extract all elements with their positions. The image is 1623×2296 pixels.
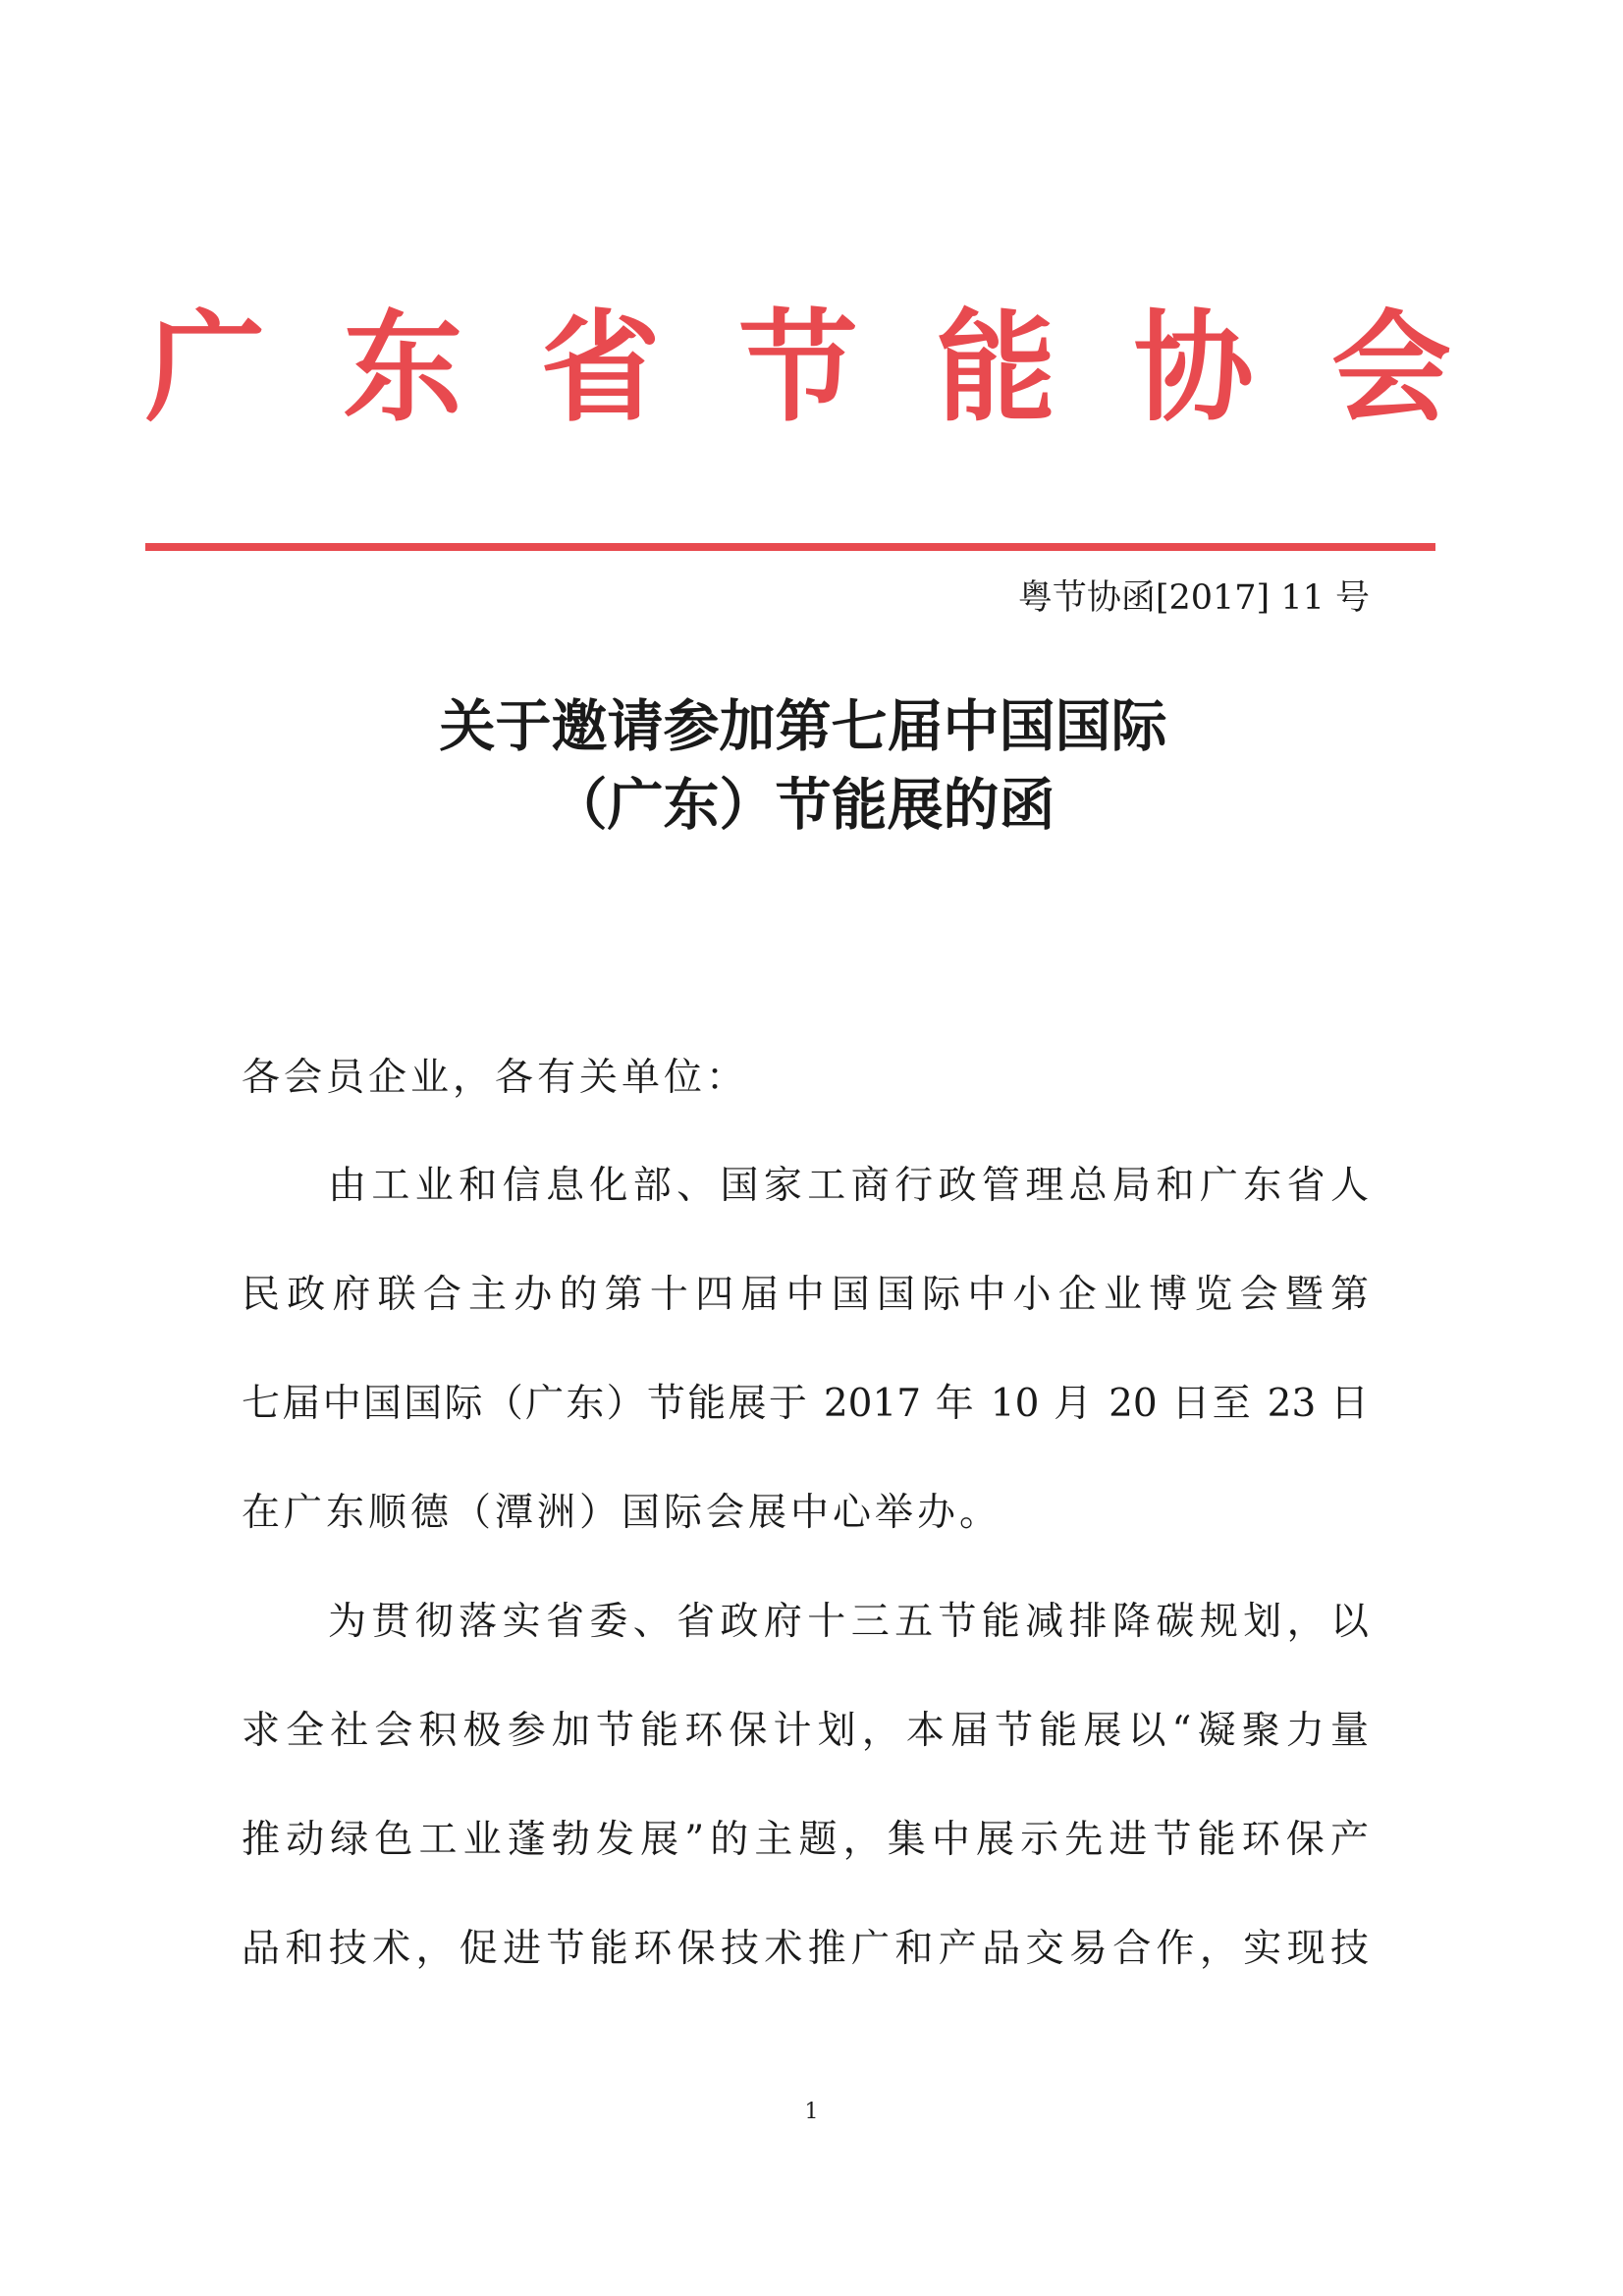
paragraph-line: 由工业和信息化部、国家工商行政管理总局和广东省人 bbox=[328, 1164, 1369, 1208]
letterhead-divider bbox=[145, 543, 1435, 551]
paragraph-line: 求全社会积极参加节能环保计划，本届节能展以“凝聚力量 bbox=[242, 1709, 1369, 1753]
paragraph-exhibition-theme bbox=[242, 1595, 1369, 2031]
paragraph-line: 推动绿色工业蓬勃发展”的主题，集中展示先进节能环保产 bbox=[242, 1818, 1369, 1862]
letterhead bbox=[145, 290, 1451, 447]
letterhead-char: 广 bbox=[145, 299, 265, 438]
paragraph-event-intro bbox=[242, 1159, 1369, 1595]
page-number: 1 bbox=[804, 2100, 819, 2124]
paragraph-line: 品和技术，促进节能环保技术推广和产品交易合作，实现技 bbox=[242, 1927, 1369, 1971]
paragraph-line: 在广东顺德（潭洲）国际会展中心举办。 bbox=[242, 1491, 1002, 1535]
letterhead-char: 东 bbox=[343, 299, 463, 438]
paragraph-line: 为贯彻落实省委、省政府十三五节能减排降碳规划，以 bbox=[328, 1600, 1369, 1644]
title-line: （广东）节能展的函 bbox=[551, 772, 1055, 838]
paragraph-line: 民政府联合主办的第十四届中国国际中小企业博览会暨第 bbox=[242, 1273, 1369, 1317]
salutation: 各会员企业，各有关单位： bbox=[242, 1056, 749, 1100]
title-line: 关于邀请参加第七届中国国际 bbox=[439, 693, 1167, 759]
letterhead-char: 协 bbox=[1133, 299, 1254, 438]
letterhead-char: 会 bbox=[1330, 299, 1451, 438]
letterhead-char: 省 bbox=[540, 299, 661, 438]
paragraph-line: 七届中国国际（广东）节能展于 2017 年 10 月 20 日至 23 日 bbox=[242, 1382, 1369, 1426]
letterhead-char: 能 bbox=[936, 299, 1056, 438]
letterhead-char: 节 bbox=[737, 299, 858, 438]
document-title bbox=[145, 687, 1461, 845]
document-number: 粤节协函[2017] 11 号 bbox=[1017, 578, 1370, 618]
